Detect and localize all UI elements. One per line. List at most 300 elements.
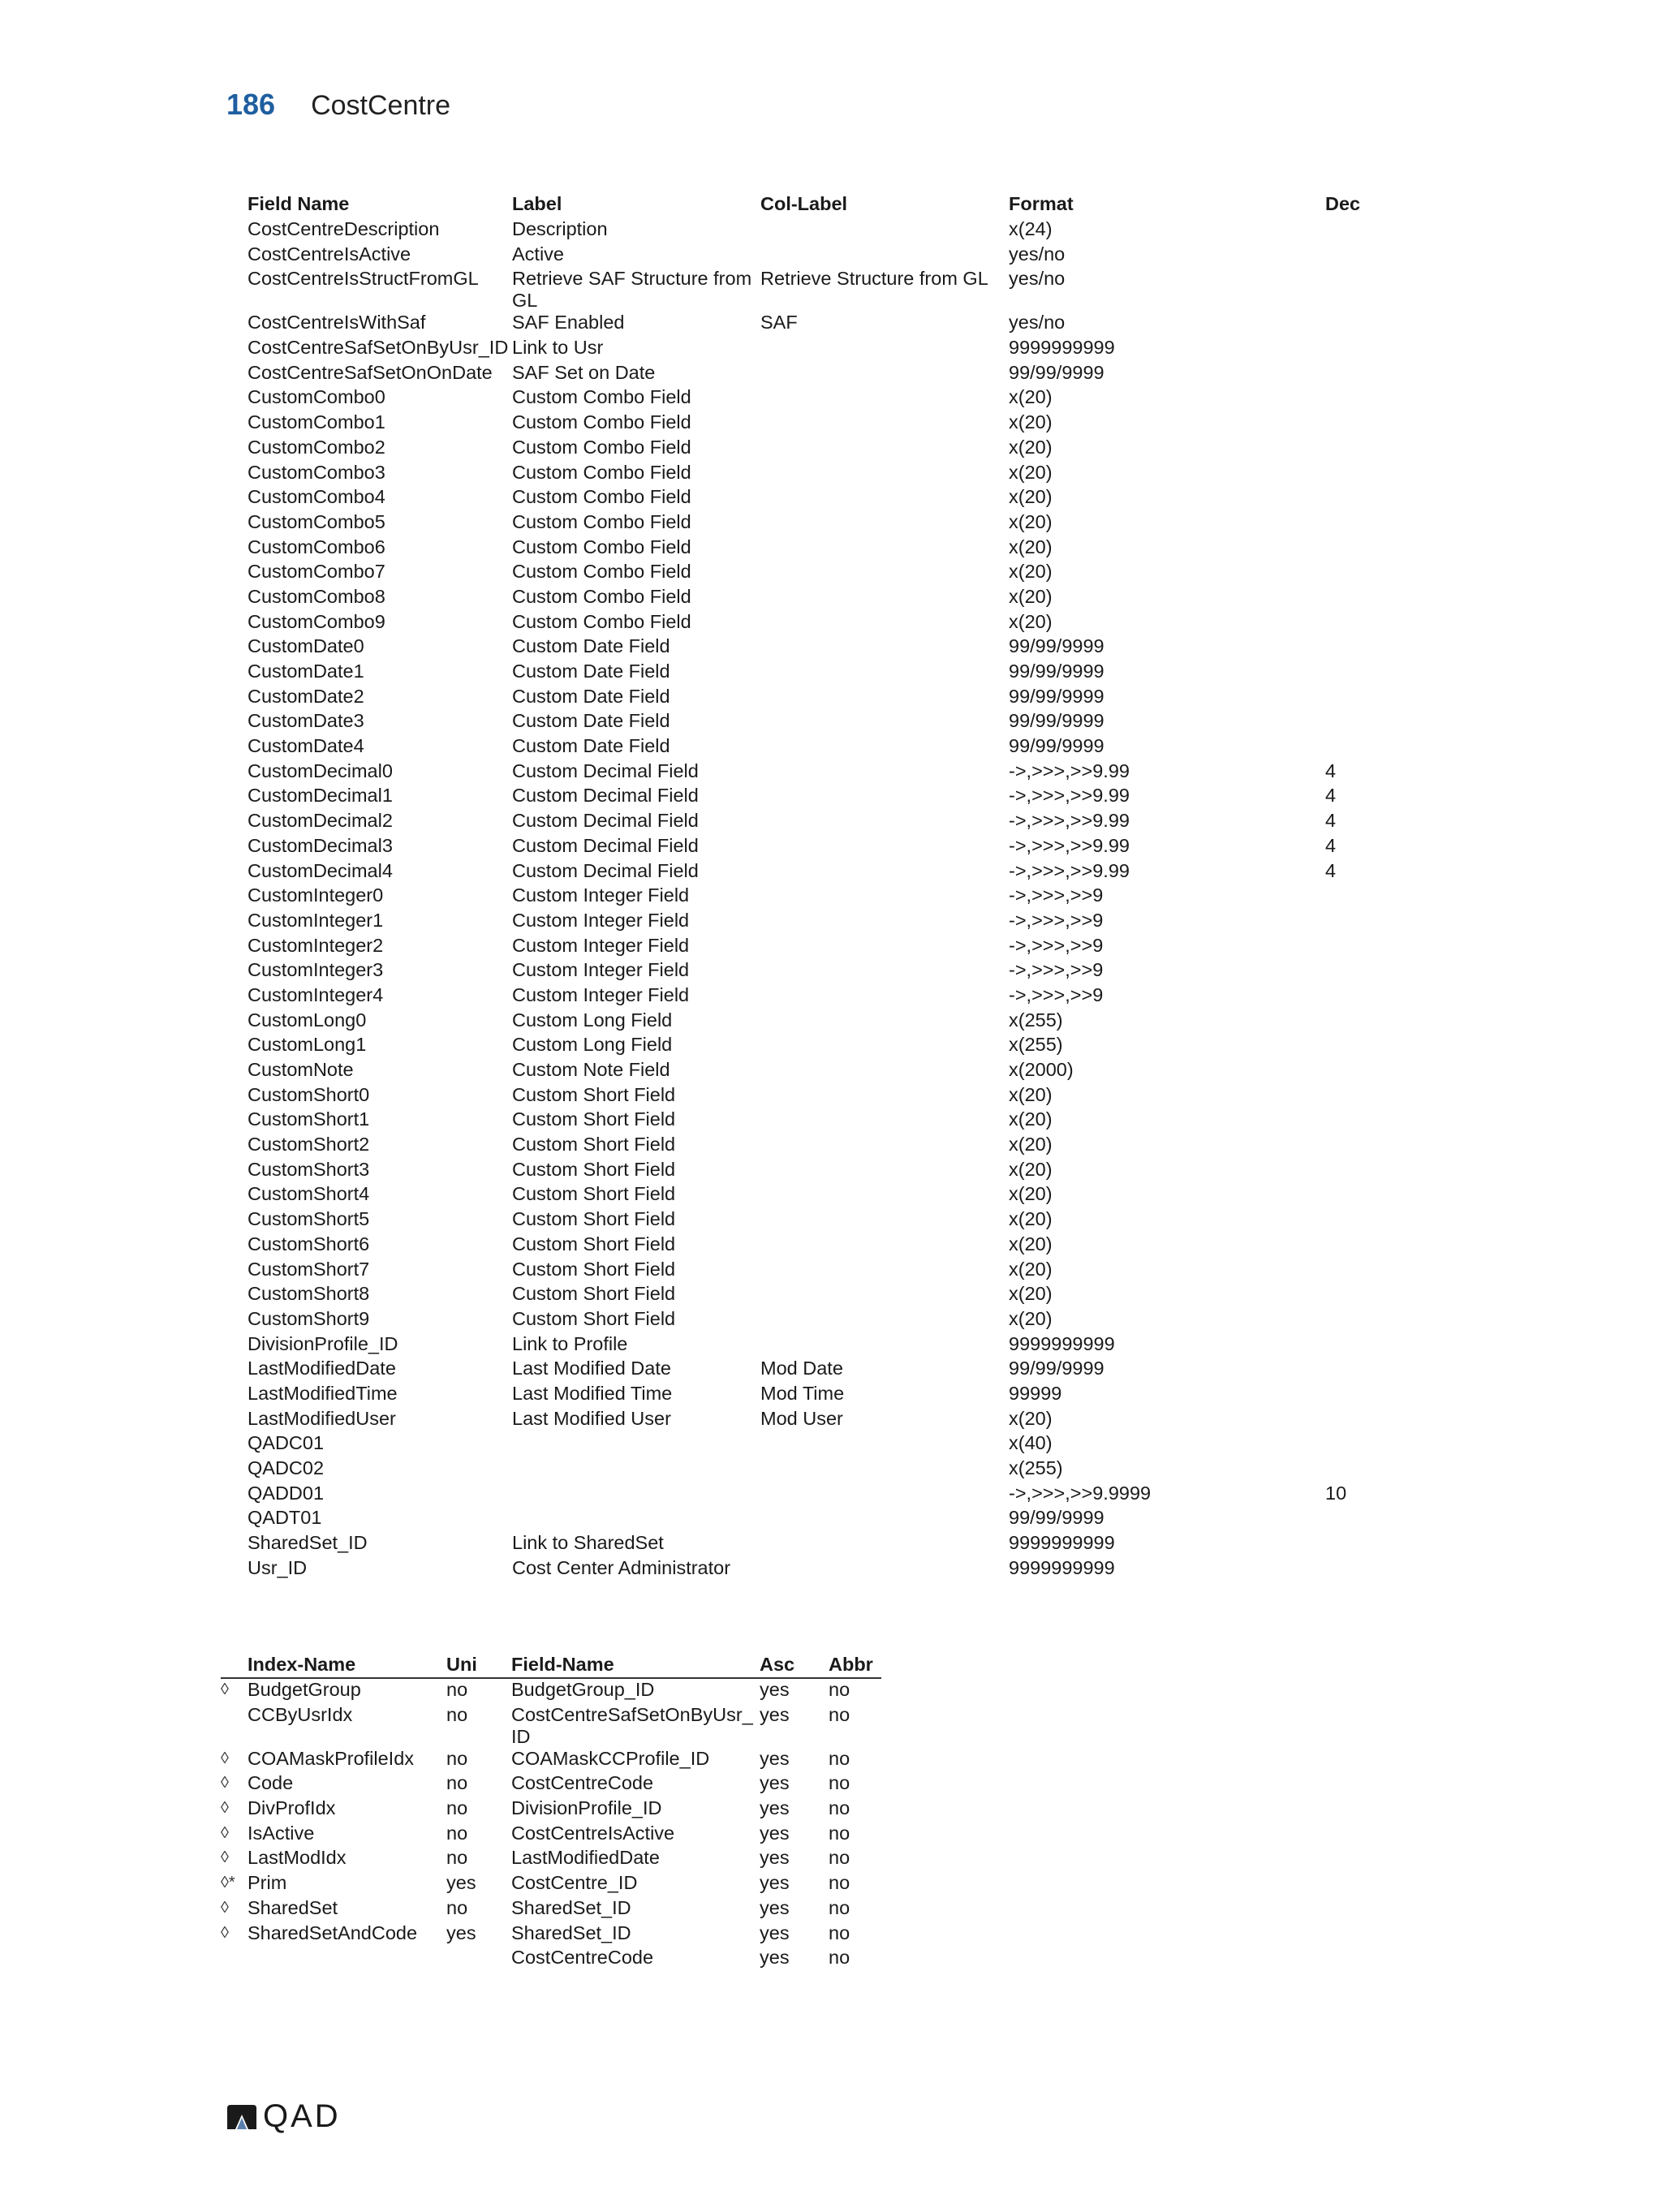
table-cell: CustomShort9 [248,1307,370,1329]
table-row [248,1457,1400,1483]
table-cell: 99999 [1009,1382,1062,1404]
table-row [248,686,1400,711]
table-cell [760,1034,1009,1059]
table-row [248,635,1400,661]
table-cell: x(20) [1009,486,1053,508]
qad-logo [226,2098,341,2135]
table-cell [760,860,1009,885]
page-number: 186 [226,88,276,121]
table-row [248,462,1400,487]
table-cell: Custom Decimal Field [512,760,699,781]
table-cell: CustomShort6 [248,1233,370,1254]
table-cell: CostCentre_ID [511,1872,638,1894]
table-cell [760,959,1009,984]
table-cell: x(40) [1009,1432,1053,1454]
table-cell [1325,884,1400,910]
table-row [248,1059,1400,1084]
table-cell: Custom Integer Field [512,884,690,906]
table-row [248,386,1400,411]
column-header: Field Name [248,193,350,214]
table-cell [1325,735,1400,760]
table-cell: ->,>>>,>>9 [1009,909,1104,931]
table-cell: QADT01 [248,1507,322,1529]
table-cell [760,1532,1009,1557]
table-cell: QADD01 [248,1482,325,1504]
table-cell [760,910,1009,935]
table-cell: BudgetGroup [248,1679,361,1700]
table-cell: no [446,1822,468,1844]
table-row [248,1383,1400,1408]
table-cell: yes [760,1847,790,1869]
table-cell [760,437,1009,462]
table-cell: x(20) [1009,536,1053,557]
column-header: Col-Label [760,193,848,214]
table-cell: 4 [1325,785,1337,807]
table-cell: CustomShort7 [248,1258,370,1280]
table-cell [760,661,1009,686]
table-cell: 99/99/9999 [1009,635,1104,657]
table-cell: CustomShort0 [248,1083,370,1105]
table-cell [760,1059,1009,1084]
table-cell: Prim [248,1872,287,1894]
table-cell: DivisionProfile_ID [248,1332,398,1354]
table-cell: Custom Date Field [512,635,670,657]
table-cell: Link to SharedSet [512,1532,664,1554]
table-cell: x(255) [1009,1034,1063,1056]
table-cell [1325,561,1400,586]
table-cell: Custom Short Field [512,1183,676,1205]
table-cell [760,1483,1009,1508]
fields-header-row [248,193,1400,218]
table-cell: no [829,1922,850,1943]
index-marker: ◊ [221,1799,229,1818]
table-row [248,1308,1400,1333]
table-cell: no [446,1797,468,1819]
table-cell: Custom Short Field [512,1158,676,1180]
fields-table [248,193,1400,1582]
table-cell [760,561,1009,586]
table-cell: CustomDecimal0 [248,760,393,781]
table-cell [1325,1557,1400,1582]
table-cell [1325,1233,1400,1259]
table-cell [1325,686,1400,711]
table-cell: x(2000) [1009,1059,1074,1080]
table-cell: CustomDate3 [248,710,364,732]
table-cell: QADC02 [248,1457,325,1478]
table-cell [1325,511,1400,536]
index-marker: ◊ [221,1898,229,1917]
table-cell: CustomDecimal1 [248,785,393,807]
table-cell: x(20) [1009,1134,1053,1155]
table-cell: 99/99/9999 [1009,661,1104,682]
table-cell: Custom Short Field [512,1083,676,1105]
table-cell [1325,411,1400,437]
table-cell [760,984,1009,1009]
table-cell: CustomShort2 [248,1134,370,1155]
table-cell: CustomInteger2 [248,934,384,956]
table-cell: Custom Date Field [512,661,670,682]
table-cell: x(20) [1009,1307,1053,1329]
table-cell [1325,437,1400,462]
table-cell: 9999999999 [1009,1532,1115,1554]
table-cell: DivProfIdx [248,1797,336,1819]
table-row [248,362,1400,387]
table-cell: Custom Long Field [512,1034,673,1056]
table-cell: Active [512,243,564,265]
table-cell [1325,462,1400,487]
table-cell [1325,1532,1400,1557]
table-cell: CustomShort1 [248,1108,370,1130]
table-cell: ->,>>>,>>9 [1009,884,1104,906]
table-cell [760,243,1009,269]
table-row [248,959,1400,984]
table-cell: CustomShort8 [248,1283,370,1305]
table-cell: 99/99/9999 [1009,710,1104,732]
table-cell: 9999999999 [1009,1556,1115,1578]
table-cell [760,785,1009,810]
table-cell: Custom Integer Field [512,959,690,981]
table-cell: no [829,1822,850,1844]
table-cell: no [829,1679,850,1700]
table-row [248,884,1400,910]
table-cell: Mod Date [760,1358,843,1379]
table-cell [1325,1432,1400,1457]
table-cell [1325,1259,1400,1284]
table-cell: 99/99/9999 [1009,361,1104,383]
table-cell [760,462,1009,487]
table-cell [760,362,1009,387]
table-cell [1325,1009,1400,1035]
table-cell: ->,>>>,>>9.99 [1009,785,1130,807]
table-cell [1325,1358,1400,1383]
table-cell [760,486,1009,511]
index-marker: ◊ [221,1923,229,1942]
table-cell: SharedSet_ID [248,1532,368,1554]
table-cell: Last Modified Date [512,1358,671,1379]
table-cell: Mod User [760,1407,843,1429]
table-cell: LastModifiedDate [248,1358,396,1379]
table-cell: Custom Combo Field [512,461,691,483]
table-cell: CustomInteger1 [248,909,384,931]
table-cell: Custom Integer Field [512,909,690,931]
table-cell: yes [760,1703,790,1725]
column-header: Asc [760,1654,829,1678]
table-cell [760,710,1009,735]
table-cell: x(20) [1009,1158,1053,1180]
table-cell [760,1108,1009,1134]
table-row [248,511,1400,536]
table-cell [760,735,1009,760]
table-cell: CostCentreDescription [248,218,440,239]
table-cell: Custom Date Field [512,710,670,732]
table-row [221,1947,881,1972]
table-cell: CustomShort3 [248,1158,370,1180]
table-cell: ->,>>>,>>9.99 [1009,760,1130,781]
table-row [221,1748,881,1773]
table-cell: COAMaskCCProfile_ID [511,1747,710,1769]
table-cell: ->,>>>,>>9 [1009,983,1104,1005]
table-cell: Custom Short Field [512,1134,676,1155]
table-cell: CustomDecimal4 [248,859,393,881]
table-cell: CustomLong0 [248,1009,367,1031]
table-cell: Link to Usr [512,337,604,359]
table-row [248,760,1400,785]
table-row [248,1208,1400,1233]
table-row [248,1259,1400,1284]
table-cell [1325,1283,1400,1308]
table-cell: no [446,1847,468,1869]
table-cell: x(20) [1009,561,1053,583]
table-cell: Custom Combo Field [512,610,691,632]
table-cell: yes [760,1822,790,1844]
table-cell: CustomCombo5 [248,510,385,532]
table-cell [1325,1059,1400,1084]
table-cell: x(24) [1009,218,1053,239]
table-cell: Last Modified Time [512,1382,673,1404]
table-cell: CustomCombo9 [248,610,385,632]
table-cell: CustomInteger0 [248,884,384,906]
table-cell [760,810,1009,835]
page-title: CostCentre [311,90,451,121]
table-cell: no [446,1896,468,1918]
table-cell: yes [446,1872,476,1894]
table-cell: yes/no [1009,268,1066,290]
table-cell [512,1457,760,1483]
table-cell: Custom Integer Field [512,983,690,1005]
table-cell: x(20) [1009,1233,1053,1254]
table-cell: Custom Integer Field [512,934,690,956]
table-cell: no [829,1947,850,1969]
table-row [221,1872,881,1897]
table-cell: SharedSet_ID [511,1922,631,1943]
table-cell: Usr_ID [248,1556,308,1578]
column-header: Uni [446,1654,511,1678]
table-cell [1325,710,1400,735]
table-cell [1325,1408,1400,1433]
table-cell [760,337,1009,362]
table-row [248,1483,1400,1508]
table-cell: x(20) [1009,1083,1053,1105]
table-cell: no [446,1679,468,1700]
table-cell: Custom Short Field [512,1307,676,1329]
index-table-body [221,1678,881,1972]
table-cell: BudgetGroup_ID [511,1679,655,1700]
table-cell: 99/99/9999 [1009,1358,1104,1379]
table-cell [760,835,1009,860]
table-row [248,218,1400,243]
table-cell: CostCentreIsActive [248,243,411,265]
table-cell: Custom Combo Field [512,536,691,557]
table-row [248,935,1400,960]
table-row [248,1432,1400,1457]
table-cell: CustomDate0 [248,635,364,657]
table-cell [512,1507,760,1532]
table-cell: x(20) [1009,1183,1053,1205]
table-cell [760,586,1009,611]
table-cell: ->,>>>,>>9.99 [1009,859,1130,881]
table-row [248,1507,1400,1532]
table-cell [1325,959,1400,984]
table-cell: Custom Combo Field [512,486,691,508]
table-cell [1325,1183,1400,1208]
table-cell: CustomLong1 [248,1034,367,1056]
table-cell: x(20) [1009,1283,1053,1305]
fields-table-body [248,218,1400,1582]
table-cell [1325,1208,1400,1233]
table-cell: DivisionProfile_ID [511,1797,662,1819]
table-cell: x(255) [1009,1457,1063,1478]
table-cell: SAF [760,312,798,334]
table-cell [760,1308,1009,1333]
table-cell [1325,611,1400,636]
table-cell [1325,910,1400,935]
table-row [248,1333,1400,1358]
table-cell [760,1183,1009,1208]
table-cell: yes [760,1922,790,1943]
table-cell [760,635,1009,661]
table-cell: yes/no [1009,312,1066,334]
table-cell: Custom Combo Field [512,436,691,458]
table-cell: COAMaskProfileIdx [248,1747,415,1769]
table-row [248,437,1400,462]
table-row [248,536,1400,562]
index-marker [221,1704,248,1748]
index-marker: ◊ [221,1774,229,1792]
table-cell: SharedSet_ID [511,1896,631,1918]
table-cell: no [829,1772,850,1794]
table-cell [760,218,1009,243]
table-cell: CostCentreIsStructFromGL [248,268,479,290]
table-cell [760,1233,1009,1259]
column-header: Dec [1325,193,1361,214]
index-marker: ◊ [221,1681,229,1698]
table-cell: yes [760,1896,790,1918]
table-cell [1325,386,1400,411]
table-cell [760,611,1009,636]
table-row [221,1823,881,1848]
table-cell [512,1483,760,1508]
table-row [221,1847,881,1872]
table-cell: Custom Short Field [512,1208,676,1230]
table-row [248,1408,1400,1433]
table-row [248,735,1400,760]
table-cell: 4 [1325,834,1337,856]
table-cell: Custom Short Field [512,1258,676,1280]
table-cell [1325,935,1400,960]
table-cell [446,1947,511,1972]
table-row [248,611,1400,636]
table-cell [1325,1507,1400,1532]
index-marker [221,1947,248,1972]
table-cell [1325,586,1400,611]
column-header: Abbr [829,1654,881,1678]
table-cell: Custom Combo Field [512,561,691,583]
table-cell: no [446,1703,468,1725]
table-row [248,910,1400,935]
table-cell [1325,635,1400,661]
table-cell [760,1208,1009,1233]
table-cell: yes [760,1872,790,1894]
table-cell: yes [760,1947,790,1969]
table-row [248,1084,1400,1109]
table-row [221,1772,881,1797]
table-cell [760,1159,1009,1184]
table-row [248,1233,1400,1259]
table-cell: no [446,1747,468,1769]
table-cell: LastModifiedDate [511,1847,660,1869]
table-cell: yes [760,1797,790,1819]
table-cell: x(20) [1009,610,1053,632]
table-cell: x(20) [1009,436,1053,458]
table-cell [1325,1159,1400,1184]
index-marker: ◊ [221,1848,229,1867]
table-cell [1325,1134,1400,1159]
table-cell: x(20) [1009,1258,1053,1280]
table-cell: Retrieve Structure from GL [760,268,988,290]
table-cell: Custom Short Field [512,1283,676,1305]
index-marker: ◊* [221,1874,235,1892]
table-row [248,1358,1400,1383]
table-cell [248,1947,446,1972]
table-cell: Custom Decimal Field [512,785,699,807]
table-cell [1325,1084,1400,1109]
table-cell: CustomCombo3 [248,461,385,483]
index-marker: ◊ [221,1749,229,1767]
table-cell [1325,661,1400,686]
table-cell: CostCentreSafSetOnByUsr_ID [248,337,509,359]
index-table [221,1654,881,1972]
table-cell [1325,1034,1400,1059]
table-cell: CostCentreCode [511,1772,654,1794]
table-cell [760,1009,1009,1035]
table-cell: SAF Enabled [512,312,625,334]
table-cell: Last Modified User [512,1407,671,1429]
table-cell [760,760,1009,785]
table-cell: 99/99/9999 [1009,735,1104,757]
table-cell [760,411,1009,437]
table-cell [1325,536,1400,562]
table-cell: ->,>>>,>>9 [1009,934,1104,956]
table-row [248,337,1400,362]
table-cell [760,386,1009,411]
table-cell: x(20) [1009,1208,1053,1230]
table-cell [1325,337,1400,362]
table-cell: CustomDate4 [248,735,364,757]
table-cell: LastModifiedUser [248,1407,396,1429]
table-row [248,661,1400,686]
table-row [248,785,1400,810]
table-cell: no [829,1797,850,1819]
table-cell: no [829,1747,850,1769]
table-row [248,810,1400,835]
table-cell: CustomCombo7 [248,561,385,583]
table-cell: yes [760,1679,790,1700]
column-header: Label [512,193,562,214]
table-row [221,1797,881,1823]
table-cell: x(20) [1009,510,1053,532]
table-cell: CustomDecimal3 [248,834,393,856]
table-row [248,1009,1400,1035]
table-cell: yes/no [1009,243,1066,265]
table-cell [1325,268,1400,312]
table-row [248,1159,1400,1184]
table-cell: LastModIdx [248,1847,347,1869]
table-cell [1325,312,1400,337]
table-cell: CustomShort5 [248,1208,370,1230]
table-cell [760,1084,1009,1109]
table-cell [760,511,1009,536]
table-cell: yes [760,1747,790,1769]
